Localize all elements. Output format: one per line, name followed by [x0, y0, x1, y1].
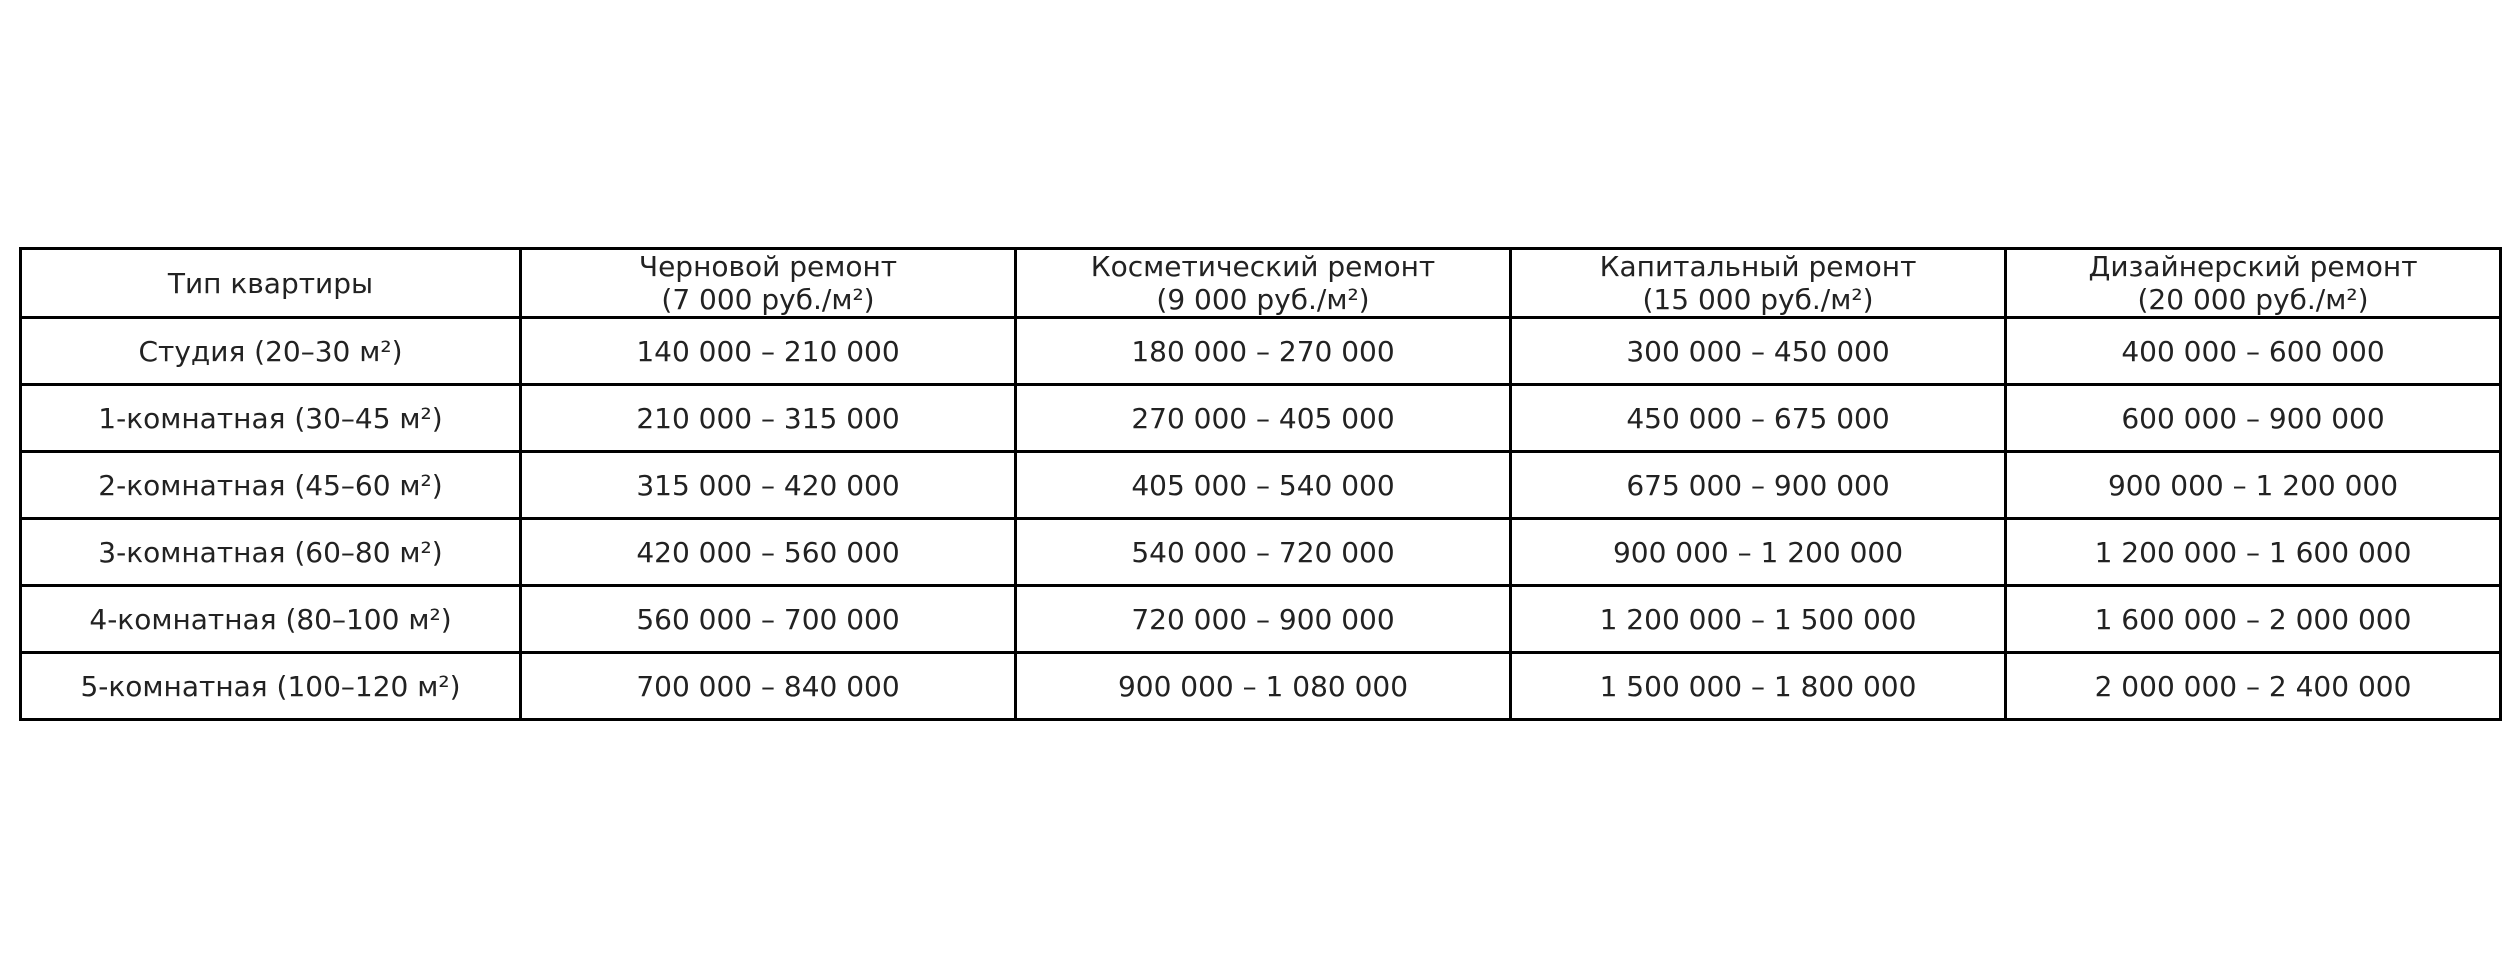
price-range-cell: 400 000 – 600 000: [2006, 318, 2501, 385]
price-range-cell: 700 000 – 840 000: [521, 653, 1016, 720]
price-range-cell: 675 000 – 900 000: [1511, 452, 2006, 519]
table-row: [21, 653, 2501, 720]
column-rate-subtitle: (20 000 руб./м²): [2137, 283, 2369, 316]
price-range-cell: 2 000 000 – 2 400 000: [2006, 653, 2501, 720]
table-row: [21, 318, 2501, 385]
table-row: [21, 385, 2501, 452]
column-rate-subtitle: (9 000 руб./м²): [1156, 283, 1370, 316]
column-header-rough-renovation: [521, 249, 1016, 318]
price-range-cell: 405 000 – 540 000: [1016, 452, 1511, 519]
column-title: Косметический ремонт: [1090, 250, 1436, 283]
apartment-type-cell: Студия (20–30 м²): [21, 318, 521, 385]
price-range-cell: 270 000 – 405 000: [1016, 385, 1511, 452]
price-range-cell: 450 000 – 675 000: [1511, 385, 2006, 452]
table-row: [21, 586, 2501, 653]
price-range-cell: 180 000 – 270 000: [1016, 318, 1511, 385]
column-title: Дизайнерский ремонт: [2088, 250, 2418, 283]
price-range-cell: 420 000 – 560 000: [521, 519, 1016, 586]
apartment-type-cell: 3-комнатная (60–80 м²): [21, 519, 521, 586]
price-range-cell: 900 000 – 1 200 000: [1511, 519, 2006, 586]
column-rate-subtitle: (7 000 руб./м²): [661, 283, 875, 316]
price-range-cell: 900 000 – 1 200 000: [2006, 452, 2501, 519]
column-header-designer-renovation: [2006, 249, 2501, 318]
column-header-apartment-type: [21, 249, 521, 318]
column-title: Капитальный ремонт: [1599, 250, 1917, 283]
price-range-cell: 900 000 – 1 080 000: [1016, 653, 1511, 720]
price-range-cell: 1 200 000 – 1 500 000: [1511, 586, 2006, 653]
price-range-cell: 1 200 000 – 1 600 000: [2006, 519, 2501, 586]
price-range-cell: 600 000 – 900 000: [2006, 385, 2501, 452]
price-range-cell: 140 000 – 210 000: [521, 318, 1016, 385]
apartment-type-cell: 1-комнатная (30–45 м²): [21, 385, 521, 452]
price-range-cell: 300 000 – 450 000: [1511, 318, 2006, 385]
price-range-cell: 1 600 000 – 2 000 000: [2006, 586, 2501, 653]
apartment-type-cell: 2-комнатная (45–60 м²): [21, 452, 521, 519]
column-rate-subtitle: (15 000 руб./м²): [1642, 283, 1874, 316]
table-row: [21, 452, 2501, 519]
price-range-cell: 540 000 – 720 000: [1016, 519, 1511, 586]
renovation-cost-table: [19, 247, 2502, 721]
price-range-cell: 1 500 000 – 1 800 000: [1511, 653, 2006, 720]
column-title: Черновой ремонт: [638, 250, 898, 283]
apartment-type-cell: 5-комнатная (100–120 м²): [21, 653, 521, 720]
price-range-cell: 315 000 – 420 000: [521, 452, 1016, 519]
price-range-cell: 210 000 – 315 000: [521, 385, 1016, 452]
table-row: [21, 519, 2501, 586]
apartment-type-cell: 4-комнатная (80–100 м²): [21, 586, 521, 653]
column-header-capital-renovation: [1511, 249, 2006, 318]
price-range-cell: 720 000 – 900 000: [1016, 586, 1511, 653]
table-header-row: [21, 249, 2501, 318]
column-title: Тип квартиры: [167, 266, 374, 300]
price-range-cell: 560 000 – 700 000: [521, 586, 1016, 653]
column-header-cosmetic-renovation: [1016, 249, 1511, 318]
